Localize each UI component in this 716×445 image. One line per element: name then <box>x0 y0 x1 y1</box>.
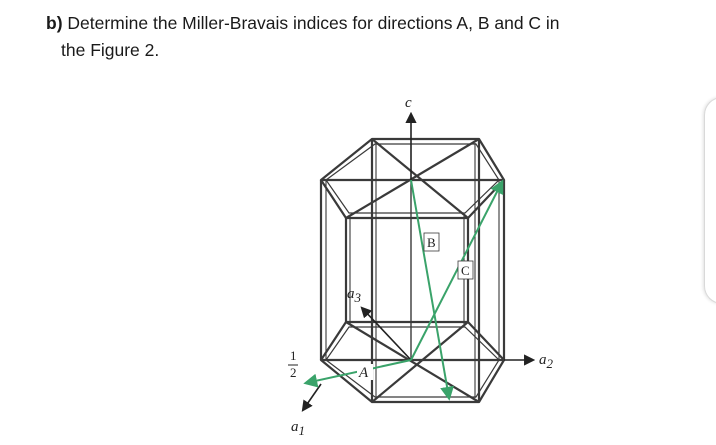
a1-axis-label: a1 <box>291 419 305 438</box>
half-fraction-denominator: 2 <box>290 365 297 380</box>
top-hexagon <box>321 139 504 218</box>
a2-axis-label: a2 <box>539 352 553 371</box>
direction-b-label: B <box>427 235 436 250</box>
a3-axis-label: a3 <box>347 286 361 305</box>
a3-axis-arrow <box>362 308 411 360</box>
side-panel-tab[interactable] <box>704 97 716 304</box>
half-fraction-numerator: 1 <box>290 348 297 363</box>
direction-c-label: C <box>461 263 470 278</box>
question-line-2: the Figure 2. <box>61 40 160 60</box>
c-axis-label: c <box>405 95 412 111</box>
part-label: b) <box>46 13 63 33</box>
a1-axis-arrow <box>303 384 321 410</box>
question-line-1-text: Determine the Miller-Bravais indices for directions A, B and C in <box>62 13 560 33</box>
bottom-hexagon <box>321 322 504 402</box>
direction-a-label: A <box>359 365 369 381</box>
